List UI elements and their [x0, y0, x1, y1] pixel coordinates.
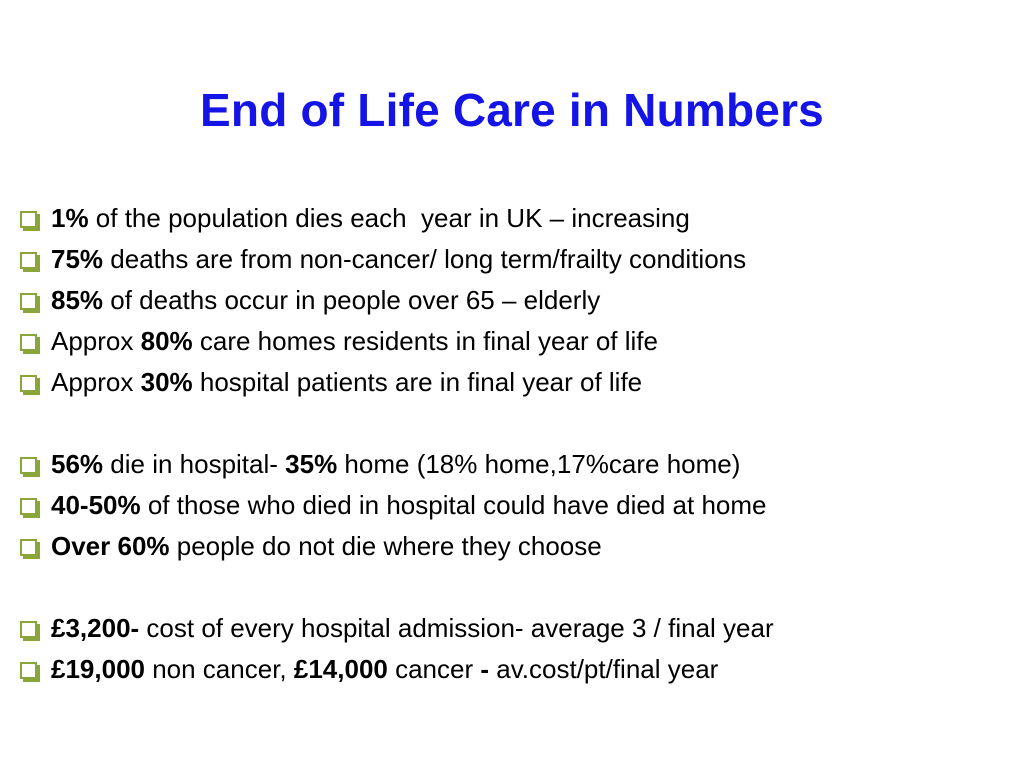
checkbox-square-icon — [20, 293, 37, 310]
bullet-group-population — [20, 198, 746, 403]
bullet-text — [51, 654, 718, 685]
bullet-item — [20, 198, 746, 239]
bullet-text-segment: of deaths occur in people over 65 – elderly — [103, 285, 601, 315]
bullet-item — [20, 526, 767, 567]
bullet-figure: 35% — [285, 449, 338, 479]
bullet-text — [51, 613, 774, 644]
bullet-item — [20, 239, 746, 280]
bullet-text-segment: of those who died in hospital could have died at home — [140, 490, 767, 520]
bullet-text — [51, 367, 642, 398]
bullet-figure: £3,200- — [51, 613, 140, 643]
bullet-item — [20, 444, 767, 485]
bullet-figure: 75% — [51, 244, 104, 274]
checkbox-square-icon — [20, 211, 37, 228]
checkbox-square-icon — [20, 498, 37, 515]
slide-title: End of Life Care in Numbers — [200, 84, 824, 136]
checkbox-square-icon — [20, 457, 37, 474]
bullet-figure: - — [480, 654, 490, 684]
checkbox-square-icon — [20, 662, 37, 679]
bullet-text — [51, 326, 658, 357]
bullet-item — [20, 608, 774, 649]
bullet-text-segment: hospital patients are in final year of life — [192, 367, 643, 397]
bullet-text-segment: people do not die where they choose — [169, 531, 602, 561]
checkbox-square-icon — [20, 252, 37, 269]
bullet-text — [51, 244, 746, 275]
bullet-text-segment: deaths are from non-cancer/ long term/frailty conditions — [103, 244, 747, 274]
bullet-text — [51, 531, 602, 562]
bullet-item — [20, 280, 746, 321]
bullet-text-segment: care homes residents in final year of life — [192, 326, 658, 356]
bullet-text-segment: cancer — [387, 654, 481, 684]
bullet-text — [51, 203, 690, 234]
bullet-text-segment: non cancer, — [144, 654, 294, 684]
checkbox-square-icon — [20, 539, 37, 556]
bullet-figure: 80% — [140, 326, 193, 356]
bullet-item — [20, 362, 746, 403]
bullet-text-segment: die in hospital- — [103, 449, 286, 479]
bullet-figure: £14,000 — [293, 654, 388, 684]
bullet-text — [51, 285, 600, 316]
bullet-figure: 85% — [51, 285, 104, 315]
bullet-item — [20, 321, 746, 362]
bullet-text-segment: of the population dies each year in UK – increasing — [88, 203, 690, 233]
bullet-figure: 56% — [51, 449, 104, 479]
checkbox-square-icon — [20, 621, 37, 638]
bullet-text-segment: cost of every hospital admission- average 3 / final year — [139, 613, 774, 643]
bullet-figure: Over 60% — [51, 531, 170, 561]
bullet-figure: 1% — [51, 203, 89, 233]
bullet-figure: 40-50% — [51, 490, 141, 520]
bullet-figure: 30% — [140, 367, 193, 397]
bullet-item — [20, 485, 767, 526]
bullet-group-costs — [20, 608, 774, 690]
bullet-item — [20, 649, 774, 690]
checkbox-square-icon — [20, 334, 37, 351]
checkbox-square-icon — [20, 375, 37, 392]
bullet-text — [51, 449, 740, 480]
bullet-text — [51, 490, 767, 521]
bullet-group-place-of-death — [20, 444, 767, 567]
bullet-text-segment: Approx — [51, 326, 141, 356]
bullet-text-segment: av.cost/pt/final year — [489, 654, 719, 684]
bullet-figure: £19,000 — [51, 654, 145, 684]
bullet-text-segment: Approx — [51, 367, 141, 397]
bullet-text-segment: home (18% home,17%care home) — [337, 449, 741, 479]
